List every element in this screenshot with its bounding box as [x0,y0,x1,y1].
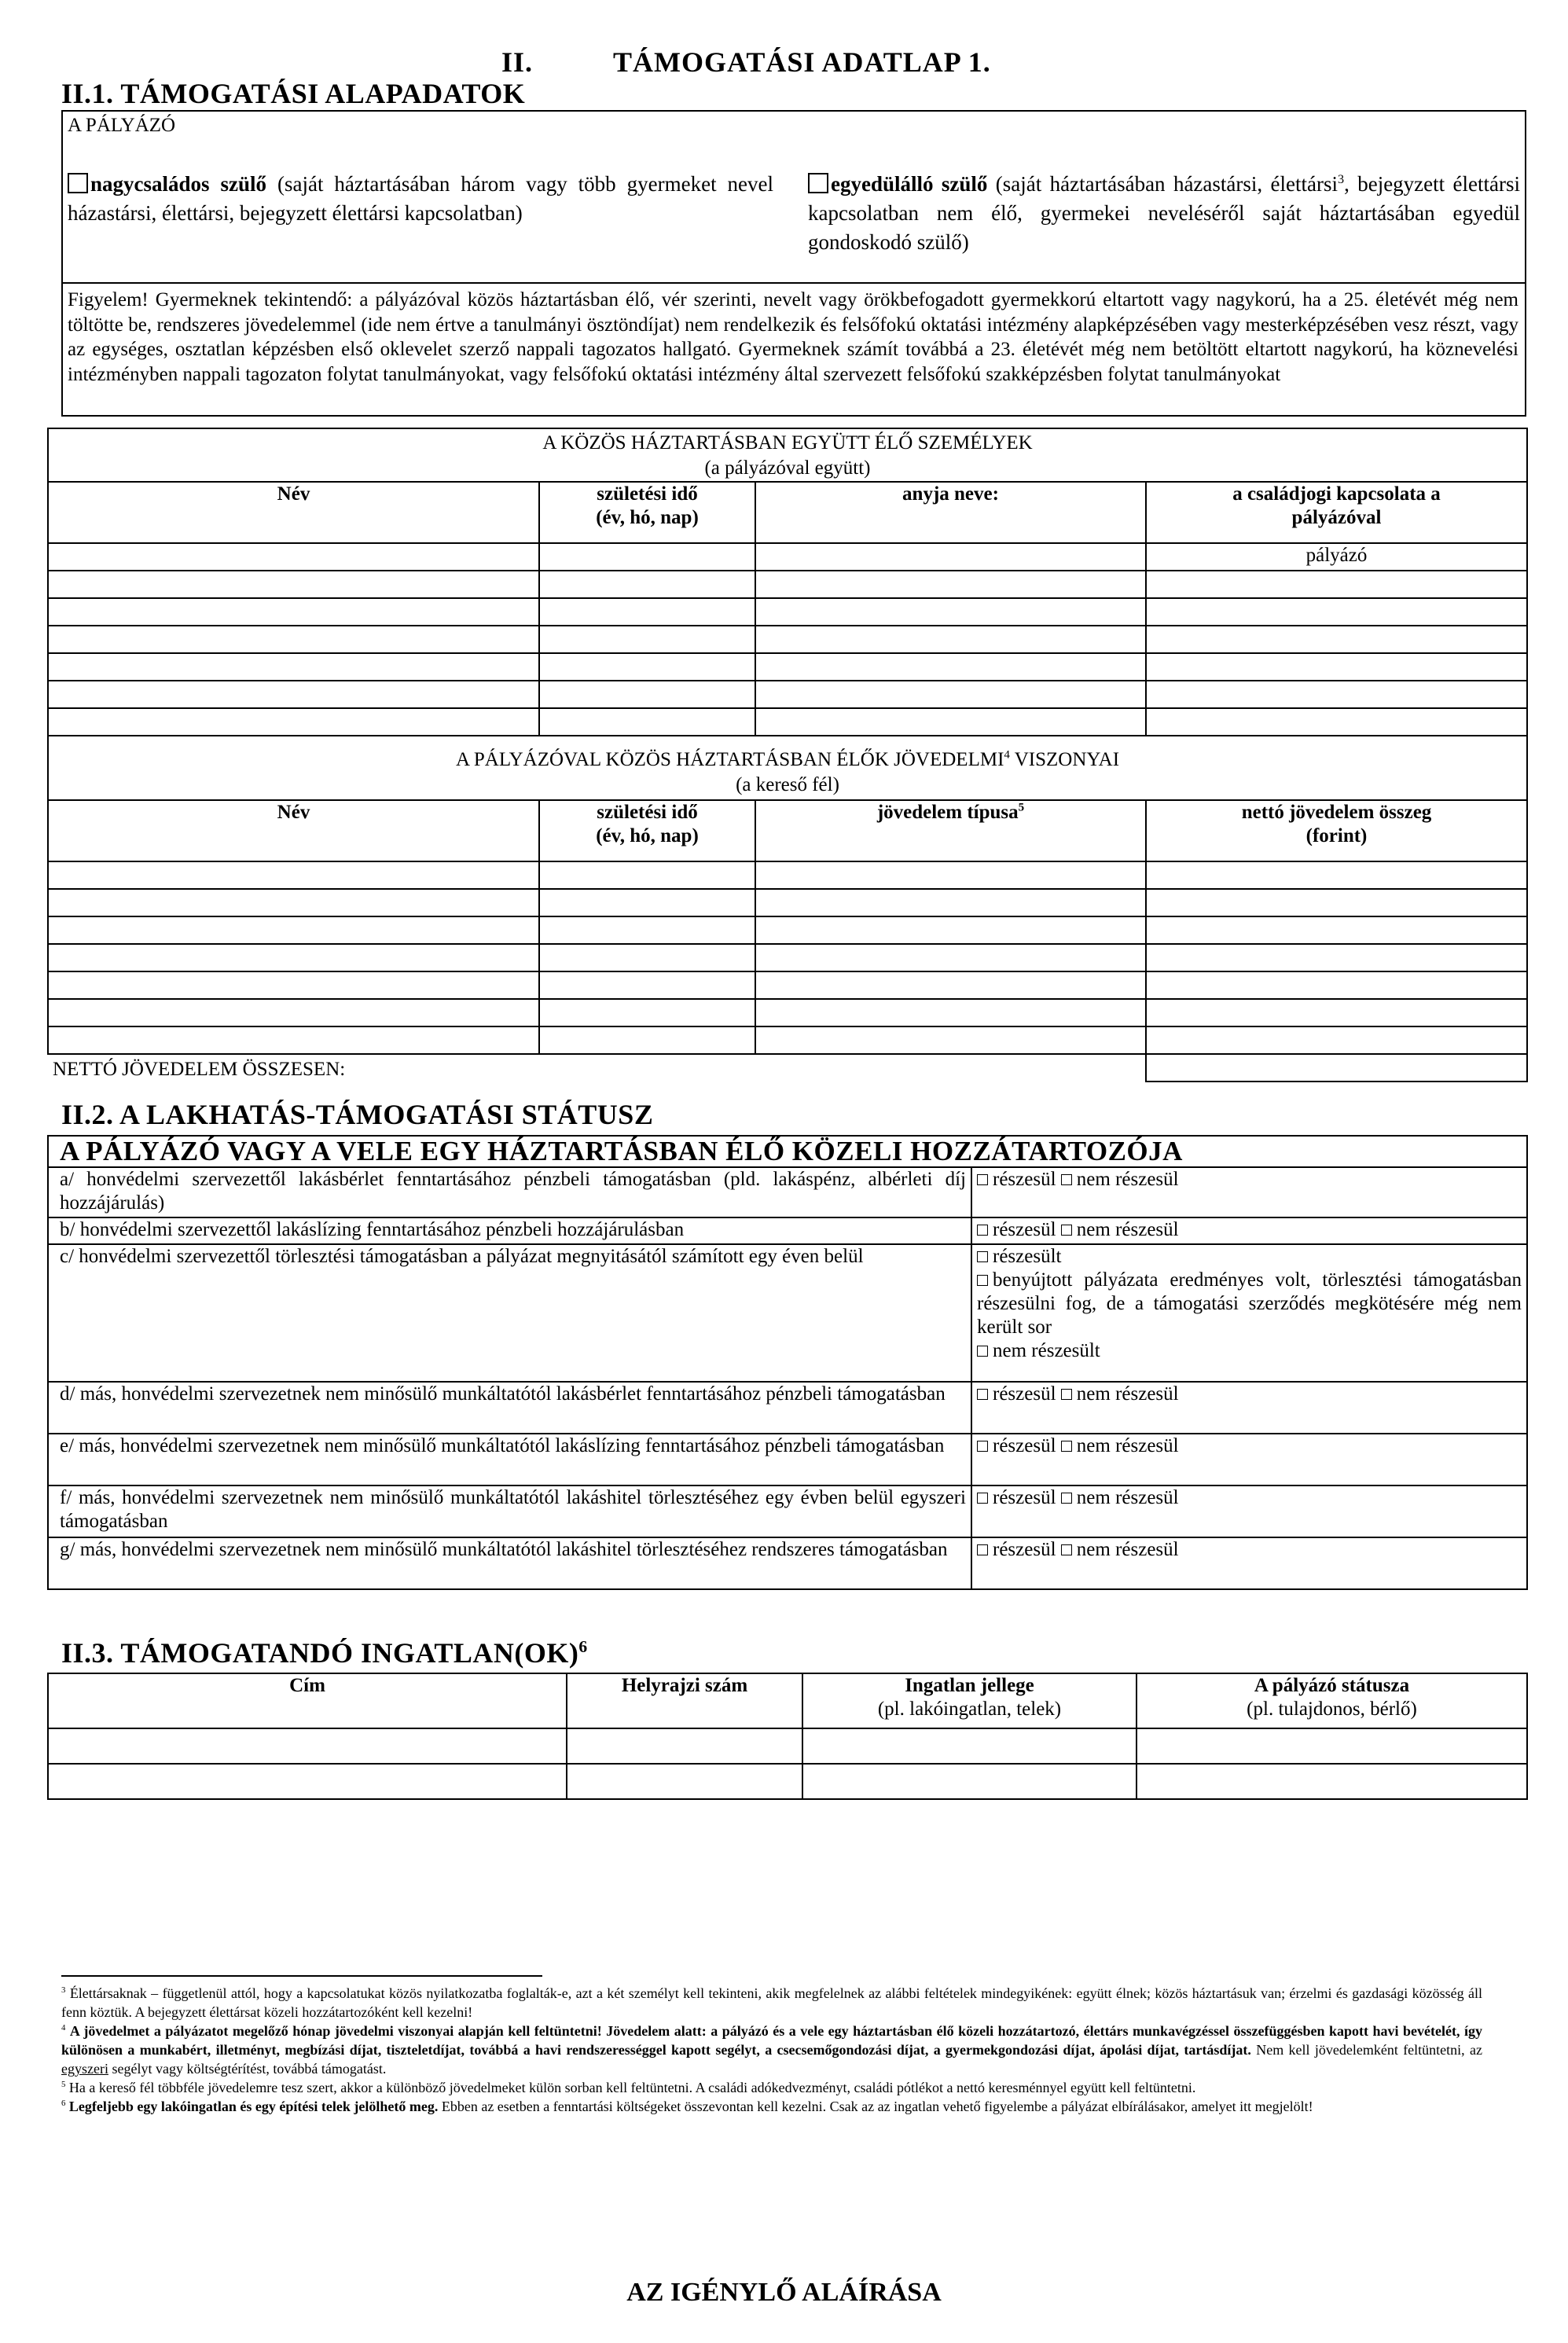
table-row [48,1764,1527,1799]
table-row [48,999,1527,1026]
footnote-ref-3: 3 [1337,172,1345,186]
row-a-options [971,1167,1527,1217]
col-header-relation [1146,482,1527,543]
income-col-birth [539,800,755,861]
option-single-bold: egyedülálló szülő [831,172,988,196]
row-a-label: a/ honvédelmi szervezettől lakásbérlet fenntartásához pénzbeli támogatásban (pld. lakáspénz, albérleti díj hozzájárulás) [48,1167,971,1217]
birth-cell[interactable] [539,1026,755,1054]
footnote-ref-4: 4 [1004,748,1010,762]
checkbox-received[interactable] [977,1441,988,1452]
option-large-family-bold: nagycsaládos szülő [90,172,267,196]
footnote-separator [61,1975,542,1977]
applicant-label: A PÁLYÁZÓ [68,115,176,136]
section-number: II. [501,46,534,78]
birth-cell[interactable] [539,708,755,736]
name-cell[interactable] [48,999,539,1026]
opt-not-received-past: nem részesült [993,1340,1100,1361]
applicant-box [61,110,1526,417]
checkbox-not-received[interactable] [1061,1225,1072,1236]
mother-cell[interactable] [755,543,1146,571]
col-parcel: Helyrajzi szám [567,1673,802,1728]
status-row-g [48,1537,1527,1589]
footnote-4-bold: A jövedelmet a pályázatot megelőző hónap jövedelmi viszonyai alapján kell feltüntetni! Jövedelem alatt: a pályázó és a vele egy háztartásban élő közeli hozzátartozó, élettárs munkavégzéssel összefüggésben kapott havi bevételét, így különösen a munkabért, illetményt, megbízási díjat, tiszteletdíjat, továbbá a havi rendszerességgel kapott segélyt, a csecsemőgondozási díjat, a gyermekgondozási díjat, ápolási díjat, tartásdíjat. [61,2023,1482,2058]
footnote-ref-6: 6 [578,1637,588,1656]
name-cell[interactable] [48,916,539,944]
birth-cell[interactable] [539,653,755,681]
name-cell[interactable] [48,653,539,681]
birth-cell[interactable] [539,543,755,571]
row-b-label: b/ honvédelmi szervezettől lakáslízing fenntartásához pénzbeli hozzájárulásban [48,1217,971,1244]
table-row [48,681,1527,708]
col-address: Cím [48,1673,567,1728]
row-e-options [971,1434,1527,1485]
footnote-4-text-1: Nem kell jövedelemként feltüntetni, az [1250,2042,1482,2058]
net-income-cell[interactable] [1146,999,1527,1026]
footnote-4-number: 4 [61,2023,66,2033]
housing-status-table [47,1135,1528,1590]
birth-cell[interactable] [539,861,755,889]
status-row-f [48,1485,1527,1537]
checkbox-large-family[interactable] [68,173,88,193]
address-cell[interactable] [48,1728,567,1764]
section-1-heading: II.1. TÁMOGATÁSI ALAPADATOK [61,78,526,109]
footnote-6-bold: Legfeljebb egy lakóingatlan és egy építési telek jelölhető meg. [68,2099,439,2114]
property-table [47,1673,1528,1800]
parcel-cell[interactable] [567,1764,802,1799]
birth-cell[interactable] [539,944,755,971]
col-property-type [802,1673,1137,1728]
checkbox-received[interactable] [977,1174,988,1185]
col-header-name: Név [48,482,539,543]
footnote-3 [61,1984,1482,2022]
checkbox-not-received[interactable] [1061,1544,1072,1555]
table-row [48,598,1527,626]
status-row-c [48,1244,1527,1382]
status-row-d [48,1382,1527,1434]
birth-cell[interactable] [539,971,755,999]
footnote-ref-5: 5 [1018,801,1025,814]
name-cell[interactable] [48,1026,539,1054]
option-large-family-desc: (saját háztartásában három vagy több gyermeket nevel házastársi, élettársi, bejegyzett élettársi kapcsolatban) [68,172,774,225]
checkbox-not-received[interactable] [1061,1441,1072,1452]
footnote-4-underline: egyszeri [61,2061,108,2077]
row-c-options [971,1244,1527,1382]
form-title-text: TÁMOGATÁSI ADATLAP 1. [613,46,991,78]
opt-not-received: nem részesül [1076,1383,1179,1405]
household-title: A KÖZÖS HÁZTARTÁSBAN EGYÜTT ÉLŐ SZEMÉLYEK [542,432,1033,454]
checkbox-received[interactable] [977,1389,988,1400]
income-col-birth-line1: születési idő [597,802,698,823]
divider [63,282,1525,284]
row-c-option-1 [977,1245,1522,1269]
birth-cell[interactable] [539,598,755,626]
col-header-birth-line1: születési idő [597,483,698,505]
section-2-heading: II.2. A LAKHATÁS-TÁMOGATÁSI STÁTUSZ [61,1099,654,1130]
footnote-6-text: Ebben az esetben a fenntartási költségeket összevontan kell kezelni. Csak az az ingatlan vehető figyelembe a pályázat elbírálásakor, amelyet itt megjelölt! [438,2099,1313,2114]
applicant-status-cell[interactable] [1137,1764,1527,1799]
name-cell[interactable] [48,571,539,598]
net-income-cell[interactable] [1146,861,1527,889]
col-applicant-status [1137,1673,1527,1728]
opt-received: részesül [993,1539,1056,1560]
name-cell[interactable] [48,708,539,736]
property-type-cell[interactable] [802,1764,1137,1799]
checkbox-received[interactable] [977,1225,988,1236]
option-single-desc-1: (saját háztartásában házastársi, élettársi [995,172,1338,196]
opt-not-received: nem részesül [1076,1219,1179,1240]
section-3-heading [61,1636,588,1669]
housing-table-title: A PÁLYÁZÓ VAGY A VELE EGY HÁZTARTÁSBAN ÉLŐ KÖZELI HOZZÁTARTOZÓJA [48,1136,1527,1167]
property-type-cell[interactable] [802,1728,1137,1764]
mother-cell[interactable] [755,626,1146,653]
opt-received-past: részesült [993,1246,1062,1267]
checkbox-single-parent[interactable] [808,173,828,193]
income-col-type [755,800,1146,861]
row-f-label: f/ más, honvédelmi szervezetnek nem minősülő munkáltatótól lakáshitel törlesztéséhez egy évben belül egyszeri támogatásban [48,1485,971,1537]
signature-label [0,2278,1568,2308]
address-cell[interactable] [48,1764,567,1799]
opt-received: részesül [993,1219,1056,1240]
opt-received: részesül [993,1487,1056,1508]
mother-cell[interactable] [755,571,1146,598]
birth-cell[interactable] [539,681,755,708]
name-cell[interactable] [48,861,539,889]
footnote-5 [61,2078,1482,2097]
checkbox-received[interactable] [977,1544,988,1555]
row-b-options [971,1217,1527,1244]
checkbox-received[interactable] [977,1493,988,1504]
footnotes [61,1984,1482,2116]
income-col-net [1146,800,1527,861]
table-row [48,708,1527,736]
relation-cell[interactable] [1146,681,1527,708]
birth-cell[interactable] [539,889,755,916]
signature-text: AZ IGÉNYLŐ ALÁÍRÁSA [626,2278,942,2307]
income-type-cell[interactable] [755,861,1146,889]
option-single-parent [808,170,1520,257]
table-row [48,944,1527,971]
row-c-label: c/ honvédelmi szervezettől törlesztési támogatásban a pályázat megnyitásától számított egy éven belül [48,1244,971,1382]
footnote-3-number: 3 [61,1985,66,1995]
net-income-cell[interactable] [1146,944,1527,971]
opt-received: részesül [993,1435,1056,1456]
checkbox-received-past[interactable] [977,1251,988,1262]
income-title [53,747,1522,773]
income-type-cell[interactable] [755,944,1146,971]
row-g-label: g/ más, honvédelmi szervezetnek nem minősülő munkáltatótól lakáshitel törlesztéséhez rendszeres támogatásban [48,1537,971,1589]
col-applicant-status-line2: (pl. tulajdonos, bérlő) [1247,1698,1417,1720]
income-col-birth-line2: (év, hó, nap) [596,825,699,846]
income-col-name: Név [48,800,539,861]
table-row [48,861,1527,889]
relation-cell[interactable] [1146,708,1527,736]
net-income-cell[interactable] [1146,1026,1527,1054]
relation-cell[interactable] [1146,626,1527,653]
opt-not-received: nem részesül [1076,1487,1179,1508]
relation-cell[interactable] [1146,653,1527,681]
mother-cell[interactable] [755,598,1146,626]
checkbox-not-received[interactable] [1061,1389,1072,1400]
checkbox-pending[interactable] [977,1275,988,1286]
net-total-label: NETTÓ JÖVEDELEM ÖSSZESEN: [48,1054,1146,1082]
household-subtitle: (a pályázóval együtt) [704,457,871,479]
table-row [48,571,1527,598]
row-d-options [971,1382,1527,1434]
col-header-mother: anyja neve: [755,482,1146,543]
col-property-type-line2: (pl. lakóingatlan, telek) [877,1698,1062,1720]
household-title-cell [48,428,1527,482]
row-g-options [971,1537,1527,1589]
footnote-6-number: 6 [61,2099,66,2108]
table-row [48,1026,1527,1054]
net-income-cell[interactable] [1146,889,1527,916]
row-c-option-3 [977,1339,1522,1363]
name-cell[interactable] [48,598,539,626]
status-row-e [48,1434,1527,1485]
name-cell[interactable] [48,681,539,708]
footnote-5-text: Ha a kereső fél többféle jövedelemre tesz szert, akkor a különböző jövedelmeket külön sorban kell feltüntetni. A családi adókedvezményt, családi pótlékot a nettó keresménnyel együtt kell feltüntetni. [68,2080,1196,2095]
income-type-cell[interactable] [755,971,1146,999]
table-row [48,1728,1527,1764]
income-col-net-line1: nettó jövedelem összeg [1241,802,1432,823]
checkbox-not-received[interactable] [1061,1493,1072,1504]
opt-not-received: nem részesül [1076,1169,1179,1190]
mother-cell[interactable] [755,681,1146,708]
table-row [48,543,1527,571]
birth-cell[interactable] [539,916,755,944]
status-row-a [48,1167,1527,1217]
row-e-label: e/ más, honvédelmi szervezetnek nem minősülő munkáltatótól lakáslízing fenntartásához pénzbeli támogatásban [48,1434,971,1485]
table-row [48,889,1527,916]
checkbox-not-received-past[interactable] [977,1346,988,1357]
option-large-family [68,170,773,228]
name-cell[interactable] [48,889,539,916]
col-header-relation-line1: a családjogi kapcsolata a [1232,483,1441,505]
income-title-text: A PÁLYÁZÓVAL KÖZÖS HÁZTARTÁSBAN ÉLŐK JÖVEDELMI [455,749,1004,770]
birth-cell[interactable] [539,626,755,653]
name-cell[interactable] [48,971,539,999]
table-row [48,626,1527,653]
option-single-desc-2: , bejegyzett élettársi kapcsolatban nem élő, gyermekei neveléséről saját háztartásában egyedül gondoskodó szülő) [808,172,1520,254]
applicant-status-cell[interactable] [1137,1728,1527,1764]
relation-cell[interactable] [1146,571,1527,598]
birth-cell[interactable] [539,999,755,1026]
footnote-4 [61,2022,1482,2078]
row-f-options [971,1485,1527,1537]
net-income-cell[interactable] [1146,916,1527,944]
income-col-net-line2: (forint) [1305,825,1368,846]
name-cell[interactable] [48,543,539,571]
birth-cell[interactable] [539,571,755,598]
mother-cell[interactable] [755,653,1146,681]
footnote-5-number: 5 [61,2080,66,2089]
col-header-birth [539,482,755,543]
section-3-heading-text: II.3. TÁMOGATANDÓ INGATLAN(OK) [61,1637,579,1669]
row-d-label: d/ más, honvédelmi szervezetnek nem minősülő munkáltatótól lakásbérlet fenntartásához pénzbeli támogatásban [48,1382,971,1434]
opt-not-received: nem részesül [1076,1539,1179,1560]
col-header-birth-line2: (év, hó, nap) [596,507,699,528]
net-income-cell[interactable] [1146,971,1527,999]
table-row [48,916,1527,944]
income-title-text-2: VISZONYAI [1009,749,1120,770]
net-total-cell[interactable] [1146,1054,1527,1082]
checkbox-not-received[interactable] [1061,1174,1072,1185]
name-cell[interactable] [48,944,539,971]
income-col-type-text: jövedelem típusa [876,802,1019,823]
status-row-b [48,1217,1527,1244]
income-type-cell[interactable] [755,999,1146,1026]
footnote-3-text: Élettársaknak – függetlenül attól, hogy a kapcsolatukat közös nyilatkozatba foglalták-e, azt a két személyt kell tekinteni, akik megfelelnek az alábbi feltételek mindegyikének: együtt élnek; közös háztartásuk van; érzelmi és gazdasági közösség áll fenn köztük. A bejegyzett élettársat közeli hozzátartozóként kell kezelni! [61,1985,1483,2020]
income-title-cell [48,736,1527,800]
parcel-cell[interactable] [567,1728,802,1764]
opt-not-received: nem részesül [1076,1435,1179,1456]
relation-cell[interactable] [1146,598,1527,626]
opt-received: részesül [993,1169,1056,1190]
name-cell[interactable] [48,626,539,653]
income-subtitle: (a kereső fél) [736,774,839,795]
mother-cell[interactable] [755,708,1146,736]
footnote-6 [61,2097,1482,2116]
income-type-cell[interactable] [755,889,1146,916]
opt-pending: benyújtott pályázata eredményes volt, törlesztési támogatásban részesülni fog, de a támogatási szerződés megkötésére még nem került sor [977,1269,1522,1338]
col-header-relation-line2: pályázóval [1291,507,1382,528]
col-applicant-status-line1: A pályázó státusza [1254,1675,1410,1696]
table-row [48,653,1527,681]
opt-received: részesül [993,1383,1056,1405]
footnote-4-text-2: segélyt vagy költségtérítést, továbbá támogatást. [108,2061,387,2077]
table-row [48,971,1527,999]
household-table [47,428,1528,1082]
relation-cell: pályázó [1146,543,1527,571]
income-type-cell[interactable] [755,1026,1146,1054]
child-definition-notice: Figyelem! Gyermeknek tekintendő: a pályázóval közös háztartásban élő, vér szerinti, nevelt vagy örökbefogadott gyermekkorú eltartott vagy nagykorú, ha a 25. életévét még nem töltötte be, rendszeres jövedelemmel (ide nem értve a tanulmányi ösztöndíjat) nem rendelkezik és felsőfokú oktatási intézmény alapképzésében vagy mesterképzésében vesz részt, vagy az egységes, osztatlan képzésben első oklevelet szerző nappali tagozatos hallgató. Gyermeknek számít továbbá a 23. életévét még nem betöltött eltartott nagykorú, ha köznevelési intézményben nappali tagozaton folytat tanulmányokat, vagy felsőfokú oktatási intézmény által szervezett felsőfokú szakképzésben folytat tanulmányokat [68,289,1518,385]
income-type-cell[interactable] [755,916,1146,944]
row-c-option-2 [977,1269,1522,1339]
col-property-type-line1: Ingatlan jellege [905,1675,1034,1696]
